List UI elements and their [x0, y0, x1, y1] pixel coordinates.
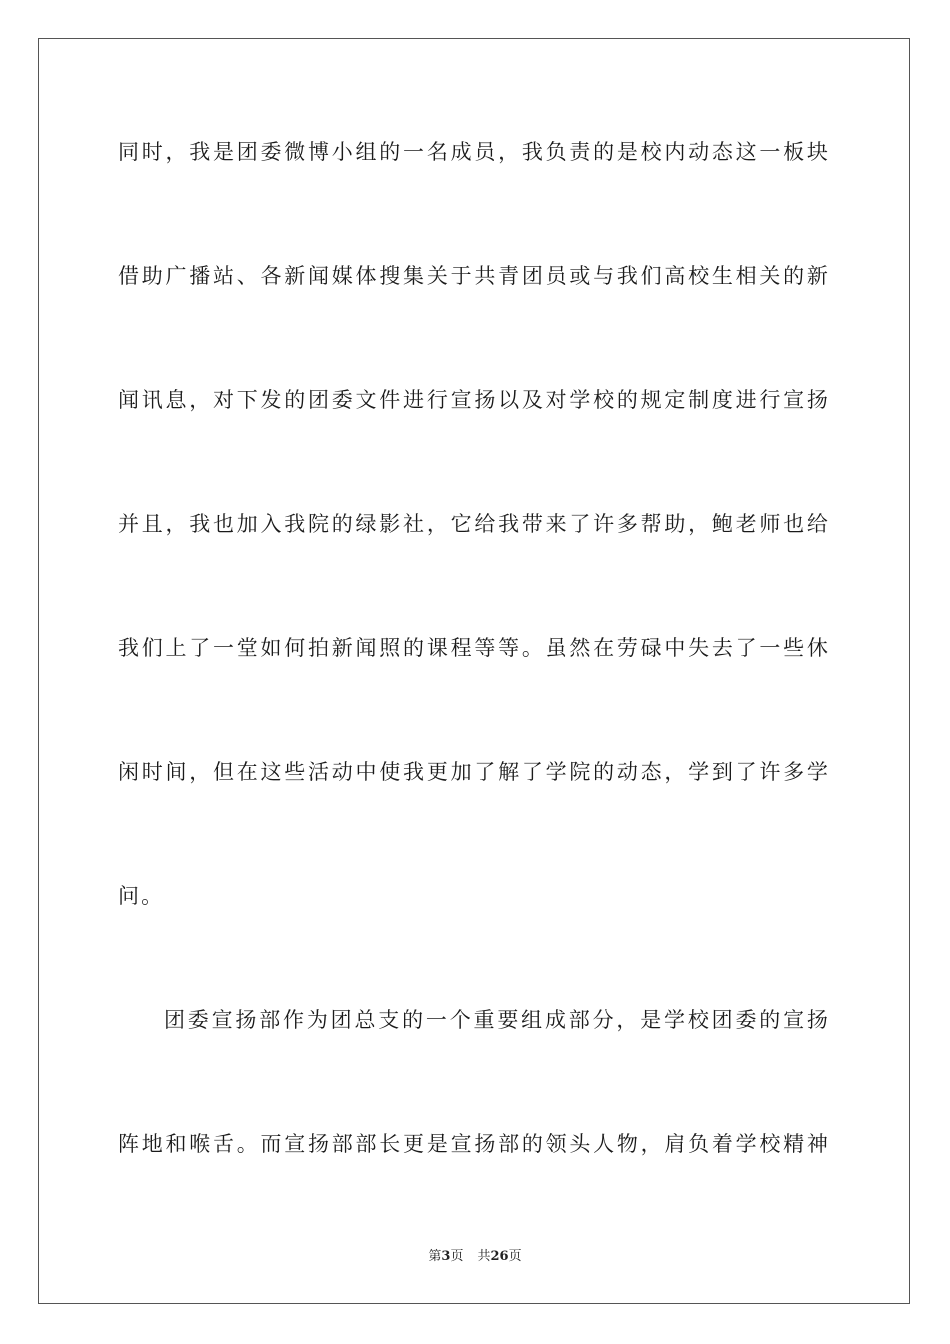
total-label-prefix: 共: [477, 1249, 491, 1264]
body-line-2: 借助广播站、各新闻媒体搜集关于共青团员或与我们高校生相关的新: [118, 264, 830, 288]
body-line-1: 同时，我是团委微博小组的一名成员，我负责的是校内动态这一板块: [118, 140, 830, 164]
body-line-7: 问。: [118, 884, 165, 908]
current-page-number: 3: [441, 1249, 451, 1264]
body-line-4: 并且，我也加入我院的绿影社，它给我带来了许多帮助，鲍老师也给: [118, 512, 830, 536]
body-line-3: 闻讯息，对下发的团委文件进行宣扬以及对学校的规定制度进行宣扬: [118, 388, 830, 412]
total-label-suffix: 页: [508, 1249, 522, 1264]
page-frame: [38, 38, 910, 1304]
page-label-suffix: 页: [450, 1249, 464, 1264]
page-label-prefix: 第: [428, 1249, 442, 1264]
body-line-6: 闲时间，但在这些活动中使我更加了解了学院的动态，学到了许多学: [118, 760, 830, 784]
page-footer: [0, 1248, 950, 1266]
body-line-5: 我们上了一堂如何拍新闻照的课程等等。虽然在劳碌中失去了一些休: [118, 636, 830, 660]
paragraph-2-line-2: 阵地和喉舌。而宣扬部部长更是宣扬部的领头人物，肩负着学校精神: [118, 1132, 830, 1156]
total-pages-number: 26: [490, 1249, 509, 1264]
paragraph-2-line-1: 团委宣扬部作为团总支的一个重要组成部分，是学校团委的宣扬: [164, 1008, 830, 1032]
